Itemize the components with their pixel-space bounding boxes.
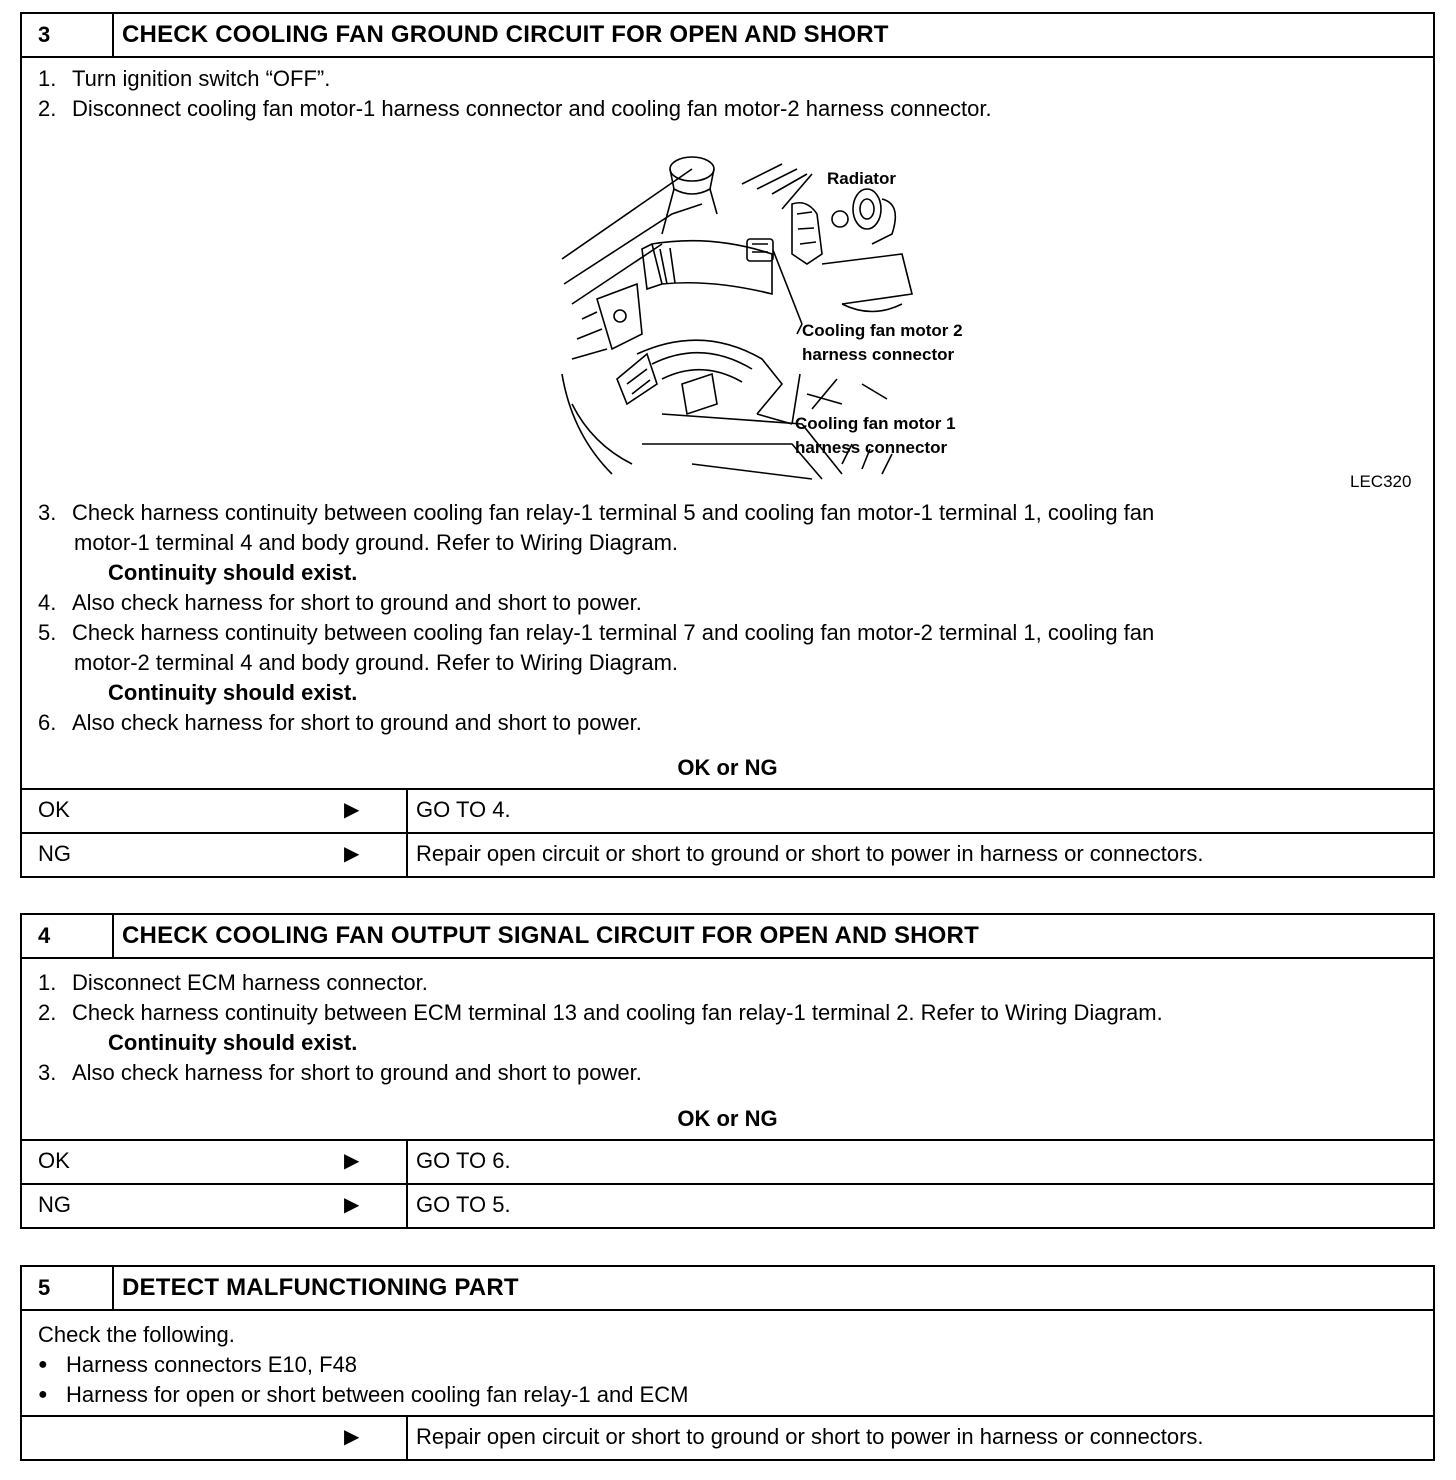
step-text: Check harness continuity between ECM terminal 13 and cooling fan relay-1 terminal 2. Refer to Wiring Diagram. [72,1000,1163,1025]
section-4-result-ok [22,1139,1433,1183]
result-action: GO TO 4. [416,797,511,822]
figure-id: LEC320 [1350,472,1412,491]
step-text: Disconnect cooling fan motor-1 harness connector and cooling fan motor-2 harness connector. [72,96,992,121]
section-4-ok-ng: OK or NG [677,1106,778,1131]
step-number: 5. [38,620,57,645]
section-5-intro: Check the following. [38,1322,235,1347]
result-action: GO TO 6. [416,1148,511,1173]
step-text: Turn ignition switch “OFF”. [72,66,331,91]
step-number: 1. [38,970,57,995]
engine-bay-illustration [542,144,992,484]
bullet-text: Harness connectors E10, F48 [66,1352,358,1377]
result-label: OK [38,797,70,822]
bullet-text: Harness for open or short between cooling fan relay-1 and ECM [66,1382,689,1407]
step-number: 3. [38,500,57,525]
section-3-result-ok [22,788,1433,832]
step-number: 3. [38,1060,57,1085]
step-text: Disconnect ECM harness connector. [72,970,428,995]
column-divider [406,790,408,832]
section-3-step-5-cont: motor-2 terminal 4 and body ground. Refer to Wiring Diagram. [74,650,679,675]
section-3-number: 3 [22,14,114,56]
figure-label-motor2-line2: harness connector [802,345,955,364]
section-4-number: 4 [22,915,114,957]
step-number: 2. [38,96,57,121]
section-3-step-3-note: Continuity should exist. [108,560,358,585]
arrow-right-icon: ▶ [344,1194,360,1216]
arrow-right-icon: ▶ [344,799,360,821]
step-text: Also check harness for short to ground and short to power. [72,1060,642,1085]
section-4-title: CHECK COOLING FAN OUTPUT SIGNAL CIRCUIT FOR OPEN AND SHORT [122,922,979,949]
step-number: 4. [38,590,57,615]
arrow-right-icon: ▶ [344,1150,360,1172]
step-text: Check harness continuity between cooling fan relay-1 terminal 5 and cooling fan motor-1 terminal 1, cooling fan [72,500,1155,525]
step-number: 1. [38,66,57,91]
column-divider [406,1141,408,1183]
section-5-box [20,1265,1435,1461]
section-3-result-ng [22,832,1433,876]
step-text: Also check harness for short to ground and short to power. [72,590,642,615]
result-action: GO TO 5. [416,1192,511,1217]
section-3-step-5-note: Continuity should exist. [108,680,358,705]
section-3-header [22,14,1433,58]
section-5-number: 5 [22,1267,114,1309]
column-divider [406,1417,408,1459]
column-divider [406,834,408,876]
section-4-step-2-note: Continuity should exist. [108,1030,358,1055]
column-divider [406,1185,408,1227]
step-text: Check harness continuity between cooling fan relay-1 terminal 7 and cooling fan motor-2 terminal 1, cooling fan [72,620,1155,645]
arrow-right-icon: ▶ [344,843,360,865]
figure-label-motor2-line1: Cooling fan motor 2 [802,321,963,340]
step-number: 2. [38,1000,57,1025]
section-5-header [22,1267,1433,1311]
figure-label-radiator: Radiator [827,169,896,188]
section-5-title: DETECT MALFUNCTIONING PART [122,1274,519,1301]
section-4-header [22,915,1433,959]
section-4-box [20,913,1435,1229]
section-5-result [22,1415,1433,1459]
result-label: NG [38,1192,71,1217]
section-3-ok-ng: OK or NG [677,755,778,780]
step-number: 6. [38,710,57,735]
step-text: Also check harness for short to ground and short to power. [72,710,642,735]
section-4-result-ng [22,1183,1433,1227]
section-3-box [20,12,1435,878]
arrow-right-icon: ▶ [344,1426,360,1448]
result-action: Repair open circuit or short to ground or short to power in harness or connectors. [416,1424,1204,1449]
result-label: NG [38,841,71,866]
result-label: OK [38,1148,70,1173]
bullet-icon: ● [38,1356,48,1373]
figure-label-motor1-line2: harness connector [795,438,948,457]
section-3-title: CHECK COOLING FAN GROUND CIRCUIT FOR OPEN AND SHORT [122,21,889,48]
result-action: Repair open circuit or short to ground or short to power in harness or connectors. [416,841,1204,866]
bullet-icon: ● [38,1386,48,1403]
section-3-step-3-cont: motor-1 terminal 4 and body ground. Refer to Wiring Diagram. [74,530,679,555]
figure-label-motor1-line1: Cooling fan motor 1 [795,414,956,433]
